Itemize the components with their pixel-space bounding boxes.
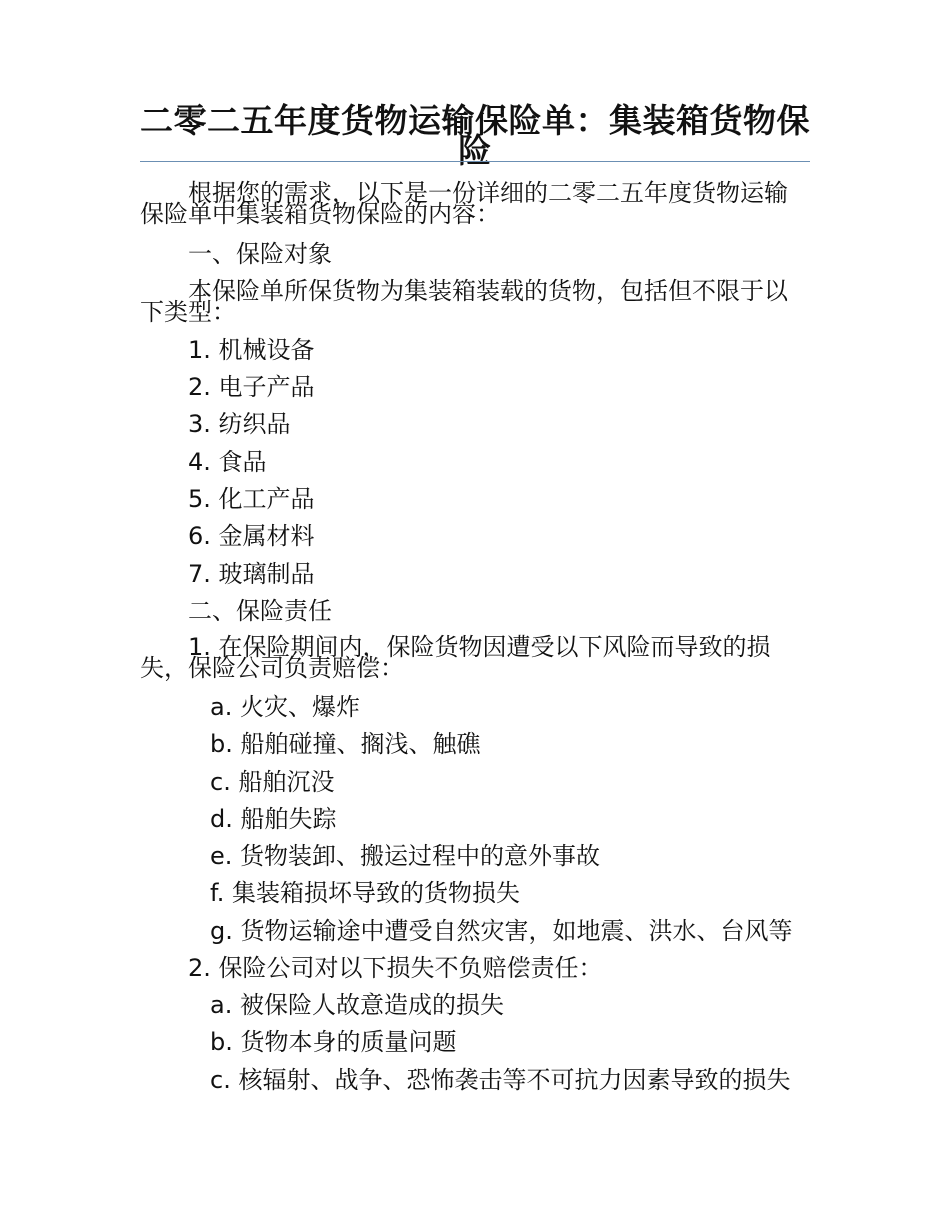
insured-object-paragraph: 本保险单所保货物为集装箱装载的货物，包括但不限于以下类型： <box>140 277 788 326</box>
document-title: 二零二五年度货物运输保险单：集装箱货物保险 <box>140 101 810 170</box>
list-item: c. 核辐射、战争、恐怖袭击等不可抗力因素导致的损失 <box>210 1066 791 1094</box>
liability-clause-2: 2. 保险公司对以下损失不负赔偿责任： <box>188 954 603 982</box>
list-item: c. 船舶沉没 <box>210 768 335 796</box>
list-item: e. 货物装卸、搬运过程中的意外事故 <box>210 842 601 870</box>
list-item: 5. 化工产品 <box>188 485 315 513</box>
list-item: d. 船舶失踪 <box>210 805 337 833</box>
list-item: a. 火灾、爆炸 <box>210 693 360 721</box>
list-item: g. 货物运输途中遭受自然灾害，如地震、洪水、台风等 <box>210 917 793 945</box>
list-item: 3. 纺织品 <box>188 410 291 438</box>
section-heading-liability: 二、保险责任 <box>188 597 332 625</box>
list-item: a. 被保险人故意造成的损失 <box>210 991 504 1019</box>
list-item: 4. 食品 <box>188 448 267 476</box>
intro-paragraph: 根据您的需求，以下是一份详细的二零二五年度货物运输保险单中集装箱货物保险的内容： <box>140 179 788 228</box>
section-heading-insured-object: 一、保险对象 <box>188 240 332 268</box>
list-item: 7. 玻璃制品 <box>188 560 315 588</box>
list-item: 6. 金属材料 <box>188 522 315 550</box>
document-page <box>140 0 810 1230</box>
list-item: b. 船舶碰撞、搁浅、触礁 <box>210 730 481 758</box>
list-item: f. 集装箱损坏导致的货物损失 <box>210 879 520 907</box>
liability-clause-1: 1. 在保险期间内，保险货物因遭受以下风险而导致的损失，保险公司负责赔偿： <box>140 633 771 682</box>
title-divider <box>140 161 810 162</box>
list-item: 1. 机械设备 <box>188 336 315 364</box>
list-item: 2. 电子产品 <box>188 373 315 401</box>
list-item: b. 货物本身的质量问题 <box>210 1028 457 1056</box>
